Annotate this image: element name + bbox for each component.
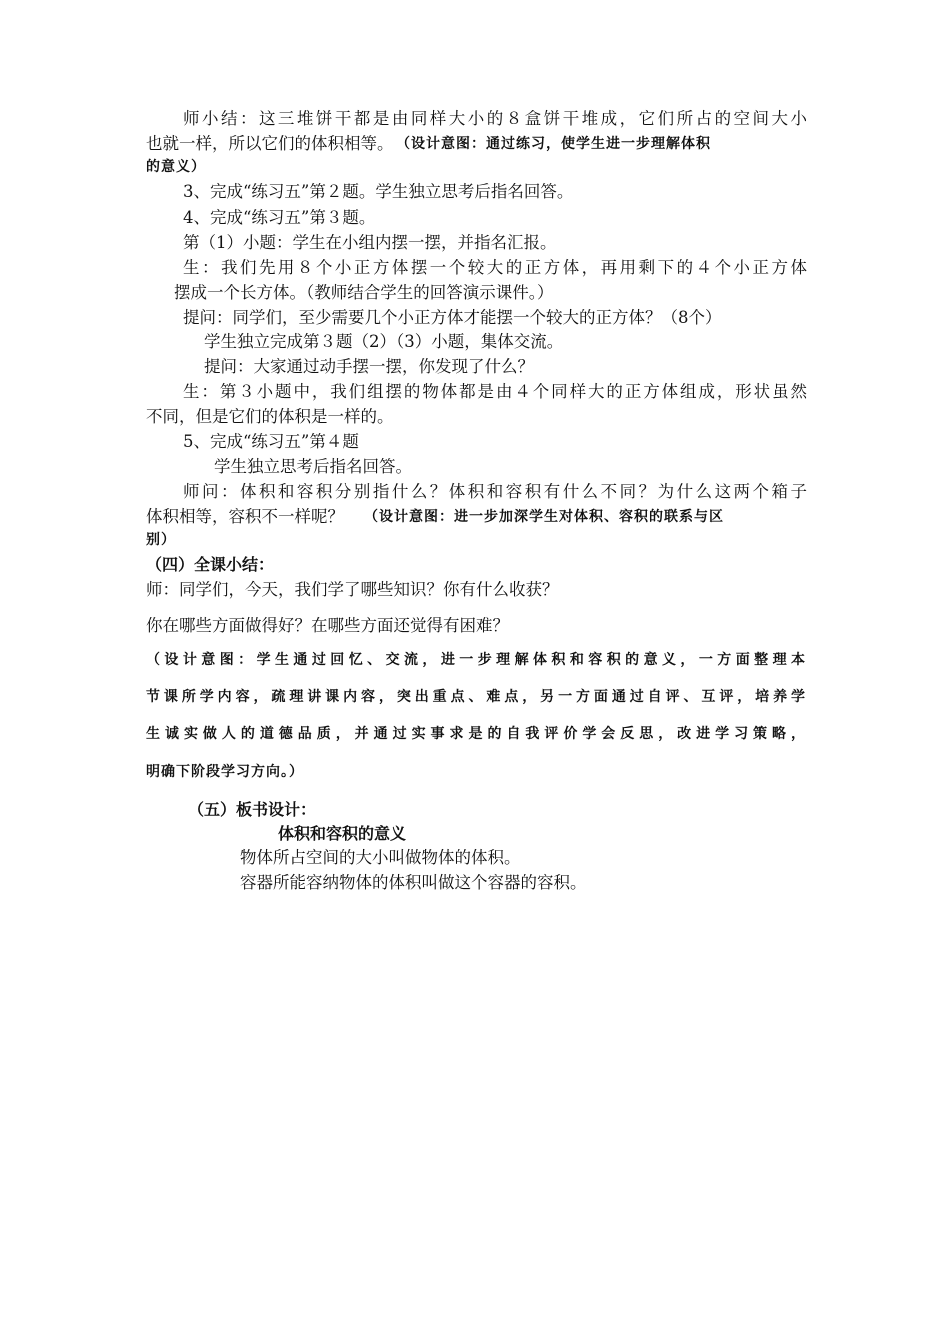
text-line: 也就一样，所以它们的体积相等。	[146, 134, 394, 153]
design-intent-note: （设计意图：通过练习，使学生进一步理解体积	[396, 136, 711, 152]
text-line: 第（1）小题：学生在小组内摆一摆，并指名汇报。	[183, 233, 557, 252]
text-line: 生：我们先用８个小正方体摆一个较大的正方体，再用剩下的４个小正方体	[183, 258, 807, 277]
board-line: 物体所占空间的大小叫做物体的体积。	[240, 848, 521, 867]
text-line: 5、完成“练习五”第４题	[183, 432, 359, 451]
section-heading: （四）全课小结：	[146, 555, 275, 574]
text-line: 学生独立思考后指名回答。	[214, 457, 412, 476]
design-intent-note: （设计意图：学生通过回忆、交流，进一步理解体积和容积的意义，一方面整理本	[146, 652, 806, 668]
design-intent-note: （设计意图：进一步加深学生对体积、容积的联系与区	[364, 509, 724, 525]
board-line: 容器所能容纳物体的体积叫做这个容器的容积。	[240, 873, 587, 892]
design-intent-note: 明确下阶段学习方向。）	[146, 764, 304, 780]
text-line: 体积相等，容积不一样呢？	[146, 507, 344, 526]
design-intent-note: 的意义）	[146, 159, 206, 175]
text-line: 提问：同学们，至少需要几个小正方体才能摆一个较大的正方体？（8个）	[183, 308, 722, 327]
text-line: 3、完成“练习五”第２题。学生独立思考后指名回答。	[183, 182, 574, 201]
design-intent-note: 节课所学内容，疏理讲课内容，突出重点、难点，另一方面通过自评、互评，培养学	[146, 689, 806, 705]
text-line: 你在哪些方面做得好？在哪些方面还觉得有困难？	[146, 616, 509, 635]
text-line: 4、完成“练习五”第３题。	[183, 208, 376, 227]
text-line: 生：第３小题中，我们组摆的物体都是由４个同样大的正方体组成，形状虽然	[183, 382, 807, 401]
text-line: 不同，但是它们的体积是一样的。	[146, 407, 394, 426]
text-line: 师小结：这三堆饼干都是由同样大小的８盒饼干堆成，它们所占的空间大小	[183, 109, 807, 128]
board-title: 体积和容积的意义	[278, 824, 407, 843]
text-line: 摆成一个长方体。（教师结合学生的回答演示课件。）	[174, 283, 554, 302]
text-line: 师问：体积和容积分别指什么？体积和容积有什么不同？为什么这两个箱子	[183, 482, 807, 501]
section-heading: （五）板书设计：	[188, 800, 317, 819]
text-line: 学生独立完成第３题（2）（3）小题，集体交流。	[204, 332, 564, 351]
design-intent-note: 别）	[146, 532, 176, 548]
text-line: 提问：大家通过动手摆一摆，你发现了什么？	[204, 357, 534, 376]
text-line: 师：同学们，今天，我们学了哪些知识？你有什么收获？	[146, 580, 559, 599]
design-intent-note: 生诚实做人的道德品质，并通过实事求是的自我评价学会反思，改进学习策略，	[146, 726, 806, 742]
